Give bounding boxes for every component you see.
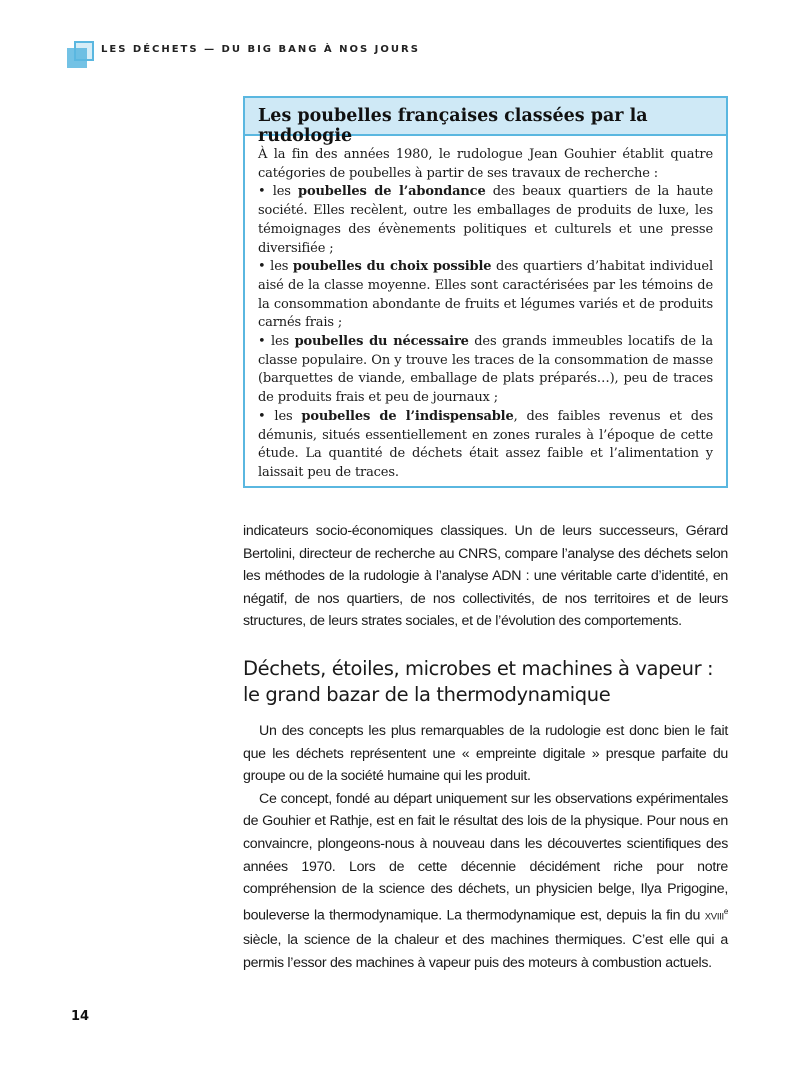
box-body [245, 136, 726, 483]
logo-square-outline [74, 41, 94, 61]
paragraph-1: Un des concepts les plus remarquables de la rudologie est donc bien le fait que les déchets représentent une « empreinte digitale » presque parfaite du groupe ou de la société humaine qui les produit. [243, 723, 728, 785]
box-item: • les poubelles de l’indispensable, des faibles revenus et des démunis, situés essentiellement en zones rurales à l’époque de cette étude. La quantité de déchets était assez faible et l’alimentation y laissait peu de traces. [258, 408, 713, 480]
box-item: • les poubelles du nécessaire des grands immeubles locatifs de la classe populaire. On y trouve les traces de la consommation de masse (barquettes de viande, emballage de plats préparés…), peu de traces de produits frais et peu de journaux ; [258, 334, 713, 406]
box-intro: À la fin des années 1980, le rudologue Jean Gouhier établit quatre catégories de poubelles à partir de ses travaux de recherche : [258, 147, 713, 181]
section-heading-line-2: le grand bazar de la thermodynamique [243, 683, 611, 706]
running-head: LES DÉCHETS — DU BIG BANG À NOS JOURS [101, 44, 420, 55]
box-title: Les poubelles françaises classées par la rudologie [245, 98, 726, 136]
section-heading-line-1: Déchets, étoiles, microbes et machines à vapeur : [243, 657, 714, 680]
section-heading [243, 656, 728, 708]
box-item: • les poubelles de l’abondance des beaux quartiers de la haute société. Elles recèlent, outre les emballages de produits de luxe, les témoignages des évènements politiques et culturels et une presse diversifiée ; [258, 184, 713, 256]
page-number: 14 [71, 1009, 90, 1024]
paragraph-2: Ce concept, fondé au départ uniquement sur les observations expérimentales de Gouhier et Rathje, est en fait le résultat des lois de la physique. Pour nous en convaincre, plongeons-nous à nouveau dans les découvertes scientifiques des années 1970. Lors de cette décennie décidément riche pour notre compréhension de la science des déchets, un physicien belge, Ilya Prigogine, bouleverse la thermodynamique. La thermodynamique est, depuis la fin du XVIIIe siècle, la science de la chaleur et des machines thermiques. C’est elle qui a permis l’essor des machines à vapeur puis des moteurs à combustion actuels. [243, 790, 728, 971]
sidebar-box [243, 96, 728, 488]
logo-icon [67, 40, 95, 70]
box-item: • les poubelles du choix possible des quartiers d’habitat individuel aisé de la classe moyenne. Elles sont caractérisées par les témoins de la consommation abondante de fruits et légumes variés et de produits carnés frais ; [258, 259, 713, 331]
continuation-paragraph: indicateurs socio-économiques classiques. Un de leurs successeurs, Gérard Bertolini, directeur de recherche au CNRS, compare l’analyse des déchets selon les méthodes de la rudologie à l’analyse ADN : une véritable carte d’identité, en négatif, de nos quartiers, de nos collectivités, de nos territoires et de leurs structures, de leurs strates sociales, et de l’évolution des comportements. [243, 523, 728, 630]
section-body [243, 720, 728, 974]
